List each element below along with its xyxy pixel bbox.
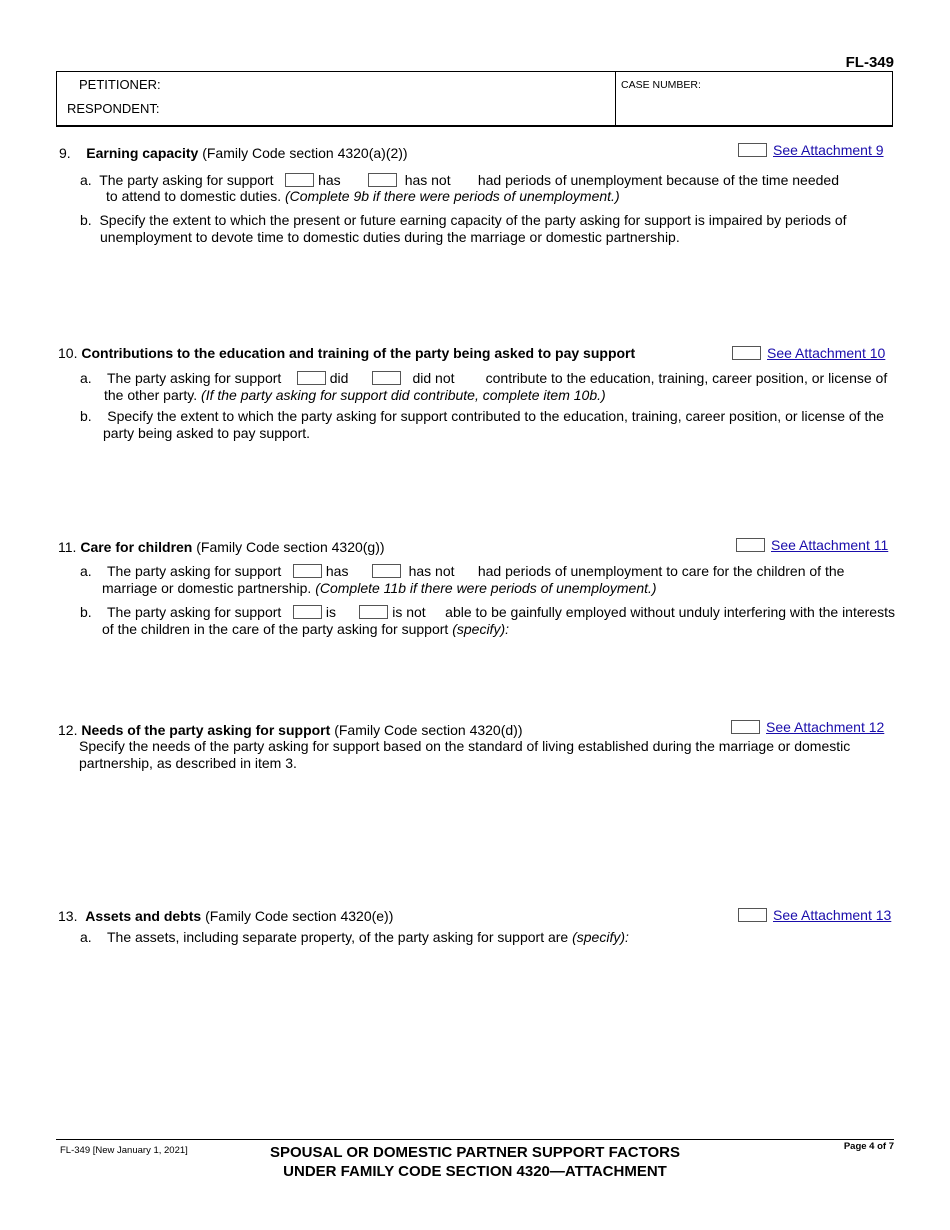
item9b-line2: unemployment to devote time to domestic duties during the marriage or domestic partnership. [100, 229, 680, 245]
item13-heading [58, 908, 393, 925]
item11a-line2-note: (Complete 11b if there were periods of unemployment.) [315, 580, 657, 596]
item9a-letter: a. [80, 172, 92, 188]
item11b-text: The party asking for support [107, 604, 282, 620]
item11a-has-not-label: has not [408, 563, 455, 579]
item13-attachment-checkbox[interactable] [738, 908, 767, 922]
item11-number: 11. [58, 539, 77, 555]
item11-title: Care for children [80, 539, 193, 555]
footer-rule [56, 1139, 894, 1140]
item10a-post-text: contribute to the education, training, career position, or license of [485, 370, 888, 386]
item9a-post-text: had periods of unemployment because of the time needed [477, 172, 839, 188]
item11b-line2-note: (specify): [452, 621, 509, 637]
footer-form-rev: FL-349 [New January 1, 2021] [60, 1145, 188, 1156]
item11b-is-not-checkbox[interactable] [359, 605, 388, 619]
item9a-text: The party asking for support [99, 172, 274, 188]
item9a-has-checkbox[interactable] [285, 173, 314, 187]
item9-heading [59, 145, 408, 162]
item13-attachment [738, 907, 891, 923]
item12-attachment-link[interactable]: See Attachment 12 [766, 719, 885, 735]
item11a-text: The party asking for support [107, 563, 282, 579]
item13-title: Assets and debts [85, 908, 202, 924]
item11-attachment-link[interactable]: See Attachment 11 [771, 537, 889, 553]
item11b [80, 604, 895, 621]
item13-attachment-link[interactable]: See Attachment 13 [773, 907, 892, 923]
item10-attachment-link[interactable]: See Attachment 10 [767, 345, 886, 361]
item10-number: 10. [58, 345, 78, 361]
item10a-did-not-label: did not [412, 370, 455, 386]
item10a-did-checkbox[interactable] [297, 371, 326, 385]
item12-attachment [731, 719, 884, 735]
item13a [80, 929, 629, 946]
item12-number: 12. [58, 722, 78, 738]
item9b [80, 212, 847, 229]
item10a-did-not-checkbox[interactable] [372, 371, 401, 385]
item11a-letter: a. [80, 563, 92, 579]
item10b-letter: b. [80, 408, 92, 424]
item12-line1: Specify the needs of the party asking for support based on the standard of living established during the marriage or domestic [79, 738, 851, 754]
item11a-has-label: has [325, 563, 349, 579]
item9a [80, 172, 839, 189]
item9-attachment-checkbox[interactable] [738, 143, 767, 157]
respondent-label: RESPONDENT: [67, 101, 160, 116]
item10b-line1: Specify the extent to which the party asking for support contributed to the education, training, career position, or license of the [107, 408, 884, 424]
item10-attachment-checkbox[interactable] [732, 346, 761, 360]
item11-attachment-checkbox[interactable] [736, 538, 765, 552]
item10a-line2-note: (If the party asking for support did contribute, complete item 10b.) [201, 387, 606, 403]
case-number-label: CASE NUMBER: [621, 79, 701, 91]
item11b-is-label: is [325, 604, 336, 620]
item11a-has-checkbox[interactable] [293, 564, 322, 578]
item9-title: Earning capacity [86, 145, 199, 161]
item10a-text: The party asking for support [107, 370, 282, 386]
item10-title: Contributions to the education and training of the party being asked to pay support [81, 345, 636, 361]
item9a-has-not-checkbox[interactable] [368, 173, 397, 187]
item9a-has-not-label: has not [404, 172, 451, 188]
item10-attachment [732, 345, 885, 361]
item13a-letter: a. [80, 929, 92, 945]
item10a-line2 [104, 387, 606, 404]
item11-heading [58, 539, 385, 556]
footer-title-line1: SPOUSAL OR DOMESTIC PARTNER SUPPORT FACTORS [269, 1144, 681, 1161]
item12-attachment-checkbox[interactable] [731, 720, 760, 734]
item11a-post-text: had periods of unemployment to care for the children of the [477, 563, 845, 579]
item9-attachment [738, 142, 884, 158]
item13a-note: (specify): [572, 929, 629, 945]
form-id: FL-349 [845, 54, 894, 71]
item11b-is-checkbox[interactable] [293, 605, 322, 619]
item11a-line2 [102, 580, 657, 597]
footer-title-line2: UNDER FAMILY CODE SECTION 4320—ATTACHMENT [283, 1163, 667, 1180]
item11b-line2-text: of the children in the care of the party asking for support [102, 621, 449, 637]
item13-number: 13. [58, 908, 78, 924]
item10b-line2: party being asked to pay support. [103, 425, 311, 441]
item9b-line1: Specify the extent to which the present or future earning capacity of the party asking for support is impaired by periods of [99, 212, 847, 228]
item9-attachment-link[interactable]: See Attachment 9 [773, 142, 884, 158]
item11b-line2 [102, 621, 509, 638]
item13a-text: The assets, including separate property, of the party asking for support are [107, 929, 569, 945]
item12-line2: partnership, as described in item 3. [79, 755, 297, 771]
item10a-letter: a. [80, 370, 92, 386]
item10a-line2-text: the other party. [104, 387, 198, 403]
item11a [80, 563, 844, 580]
item11-attachment [736, 537, 888, 553]
item9a-has-label: has [318, 172, 341, 188]
item11a-line2-text: marriage or domestic partnership. [102, 580, 312, 596]
item12-heading [58, 722, 522, 739]
item11-code: (Family Code section 4320(g)) [196, 539, 385, 555]
item12-title: Needs of the party asking for support [81, 722, 331, 738]
caption-divider [615, 72, 616, 125]
item10a [80, 370, 887, 387]
item9a-line2-note: (Complete 9b if there were periods of unemployment.) [285, 188, 620, 204]
item9b-letter: b. [80, 212, 92, 228]
item9-code: (Family Code section 4320(a)(2)) [202, 145, 408, 161]
item9-number: 9. [59, 145, 71, 161]
item11b-is-not-label: is not [392, 604, 426, 620]
item11b-letter: b. [80, 604, 92, 620]
petitioner-label: PETITIONER: [79, 77, 161, 92]
footer-page-number: Page 4 of 7 [843, 1141, 894, 1152]
item12-code: (Family Code section 4320(d)) [334, 722, 523, 738]
case-caption [56, 71, 893, 127]
item10a-did-label: did [329, 370, 349, 386]
item9a-line2-text: to attend to domestic duties. [106, 188, 282, 204]
item11a-has-not-checkbox[interactable] [372, 564, 401, 578]
item10b [80, 408, 884, 425]
item11b-post-text: able to be gainfully employed without unduly interfering with the interests [445, 604, 895, 620]
item9a-line2 [106, 188, 620, 205]
item10-heading [58, 345, 635, 362]
item13-code: (Family Code section 4320(e)) [205, 908, 394, 924]
